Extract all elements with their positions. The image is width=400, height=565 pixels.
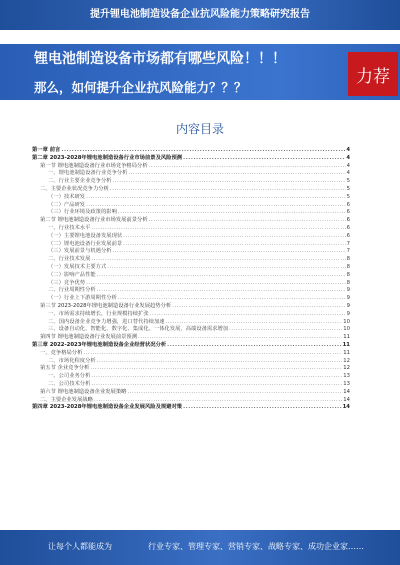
table-of-contents	[32, 147, 350, 412]
toc-entry-page: 14	[343, 388, 350, 395]
toc-entry[interactable]	[32, 326, 350, 334]
toc-leader-dots	[91, 256, 345, 264]
toc-entry[interactable]	[32, 217, 350, 225]
toc-leader-dots	[107, 264, 345, 272]
toc-entry-label: 第三章 2022-2023年锂电池制造设备企业经营状况分析	[32, 341, 167, 348]
toc-entry-page: 13	[343, 373, 350, 380]
toc-entry[interactable]	[32, 194, 350, 202]
toc-leader-dots	[83, 350, 342, 358]
toc-entry-page: 5	[346, 193, 350, 200]
report-header-bar	[0, 0, 400, 30]
toc-entry-label: 二、行业周期性分析	[48, 287, 96, 294]
toc-entry-label: （二）产品研发	[48, 201, 86, 208]
toc-entry-label: （一）发展技术主要方式	[48, 263, 107, 270]
footer-bar	[0, 530, 400, 565]
toc-entry-page: 10	[343, 326, 350, 333]
toc-entry-page: 9	[346, 287, 350, 294]
toc-entry[interactable]	[32, 248, 350, 256]
toc-leader-dots	[91, 373, 342, 381]
toc-leader-dots	[113, 178, 346, 186]
toc-leader-dots	[172, 303, 345, 311]
toc-leader-dots	[123, 233, 345, 241]
toc-leader-dots	[86, 280, 346, 288]
toc-leader-dots	[113, 248, 346, 256]
toc-entry[interactable]	[32, 209, 350, 217]
toc-entry[interactable]	[32, 272, 350, 280]
recommend-stamp	[348, 52, 398, 96]
toc-entry-page: 8	[346, 263, 350, 270]
toc-entry-page: 9	[346, 295, 350, 302]
toc-entry[interactable]	[32, 233, 350, 241]
toc-leader-dots	[91, 225, 345, 233]
toc-entry-label: 一、锂电池制造设备行业竞争分析	[48, 170, 128, 177]
banner-headline: 锂电池制造设备市场都有哪些风险！！！	[34, 51, 286, 67]
toc-entry-page: 11	[343, 334, 350, 341]
toc-leader-dots	[123, 241, 345, 249]
toc-entry-label: 第六节 锂电池制造设备企业发展策略	[40, 388, 127, 395]
toc-leader-dots	[97, 287, 346, 295]
toc-entry-page: 10	[343, 318, 350, 325]
toc-leader-dots	[183, 404, 342, 412]
toc-entry[interactable]	[32, 404, 350, 412]
toc-entry-label: （三）行业环境及政策的影响	[48, 209, 117, 216]
toc-entry-label: 第二章 2023-2028年锂电池制造设备行业市场前景及风险预测	[32, 154, 183, 161]
toc-leader-dots	[150, 311, 346, 319]
toc-entry-page: 6	[346, 209, 350, 216]
toc-entry-label: （二）影响产品性能	[48, 271, 96, 278]
toc-entry-page: 12	[343, 365, 350, 372]
toc-title: 内容目录	[175, 122, 224, 136]
toc-leader-dots	[97, 272, 346, 280]
toc-leader-dots	[167, 342, 341, 350]
toc-entry[interactable]	[32, 178, 350, 186]
toc-entry-label: 第一章 前言	[32, 147, 61, 153]
toc-leader-dots	[149, 217, 346, 225]
toc-entry-page: 8	[346, 279, 350, 286]
toc-entry[interactable]	[32, 365, 350, 373]
toc-entry-page: 9	[346, 302, 350, 309]
report-header-title: 提升锂电池制造设备企业抗风险能力策略研究报告	[90, 9, 310, 20]
toc-entry-page: 12	[343, 357, 350, 364]
toc-entry[interactable]	[32, 342, 350, 350]
toc-entry-label: 二、行业技术发展	[48, 256, 91, 263]
toc-entry-label: 第五节 企业竞争分析	[40, 365, 90, 372]
toc-entry-page: 6	[346, 232, 350, 239]
toc-leader-dots	[229, 326, 342, 334]
toc-entry-page: 4	[346, 147, 350, 153]
toc-leader-dots	[183, 155, 345, 163]
toc-entry-page: 4	[346, 154, 350, 161]
toc-entry-page: 13	[343, 380, 350, 387]
toc-leader-dots	[90, 365, 342, 373]
toc-entry[interactable]	[32, 373, 350, 381]
toc-entry-page: 11	[342, 341, 350, 348]
toc-leader-dots	[97, 358, 343, 366]
toc-entry-page: 9	[346, 310, 350, 317]
stamp-text: 力荐	[356, 66, 390, 87]
toc-entry-page: 7	[346, 248, 350, 255]
toc-entry-label: （一）主要锂电池设备发展现状	[48, 232, 123, 239]
toc-entry-page: 7	[346, 240, 350, 247]
toc-entry-label: 第四章 2023-2028年锂电池制造设备企业发展风险及规避对策	[32, 404, 183, 411]
toc-entry-page: 5	[346, 185, 350, 192]
toc-entry[interactable]	[32, 147, 350, 155]
toc-entry-page: 4	[346, 162, 350, 169]
toc-leader-dots	[110, 186, 346, 194]
banner-subheadline: 那么，如何提升企业抗风险能力？？？	[34, 80, 247, 95]
toc-entry[interactable]	[32, 381, 350, 389]
toc-entry[interactable]	[32, 389, 350, 397]
toc-leader-dots	[118, 295, 346, 303]
toc-entry-label: （一）行业上下游周期性分析	[48, 295, 117, 302]
toc-entry-label: 第四节 锂电池制造设备行业发展前景预测	[40, 334, 138, 341]
toc-entry-label: 一、公司业务分析	[48, 373, 91, 380]
toc-entry-label: 一、行业技术水平	[48, 224, 91, 231]
toc-entry[interactable]	[32, 311, 350, 319]
toc-leader-dots	[128, 170, 345, 178]
toc-entry[interactable]	[32, 287, 350, 295]
toc-entry[interactable]	[32, 334, 350, 342]
toc-entry[interactable]	[32, 225, 350, 233]
toc-entry-page: 6	[346, 217, 350, 224]
toc-entry[interactable]	[32, 186, 350, 194]
toc-entry-label: 第二节 锂电池制造设备行业市场发展前景分析	[40, 217, 148, 224]
toc-entry-page: 14	[342, 404, 350, 411]
footer-left-text: 让每个人都能成为	[48, 542, 112, 551]
toc-entry[interactable]	[32, 155, 350, 163]
toc-entry-label: 二、公司技术分析	[48, 380, 91, 387]
toc-entry[interactable]	[32, 256, 350, 264]
toc-entry-page: 8	[346, 256, 350, 263]
toc-entry-label: （一）技术研发	[48, 193, 86, 200]
toc-entry-page: 6	[346, 201, 350, 208]
toc-entry-label: 三、设备自动化、智能化、数字化、集成化、一体化发展，高端设备需求增加	[48, 326, 229, 333]
toc-entry-label: 第三节 2023-2028年锂电池制造设备行业发展趋势分析	[40, 302, 172, 309]
toc-entry-label: 二、主要企业状况竞争力分析	[40, 185, 109, 192]
toc-entry[interactable]	[32, 295, 350, 303]
toc-entry-label: 二、市场化程度分析	[48, 357, 96, 364]
toc-leader-dots	[86, 194, 346, 202]
toc-leader-dots	[138, 334, 342, 342]
toc-entry-label: （三）发展前景与机遇分析	[48, 248, 112, 255]
toc-entry-page: 4	[346, 170, 350, 177]
toc-entry-label: （二）锂电池设备行业发展前景	[48, 240, 123, 247]
toc-entry-page: 14	[343, 396, 350, 403]
toc-leader-dots	[91, 381, 342, 389]
toc-entry-label: 一、竞争格局分析	[40, 349, 83, 356]
toc-leader-dots	[127, 389, 342, 397]
toc-entry[interactable]	[32, 350, 350, 358]
toc-entry-label: 一、市场需求持续增长，行业规模持续扩张	[48, 310, 149, 317]
toc-entry-page: 6	[346, 224, 350, 231]
toc-entry[interactable]	[32, 264, 350, 272]
toc-entry-label: 二、主要企业发展战略	[40, 396, 93, 403]
toc-entry-label: 第一节 锂电池制造设备行业市场竞争格局分析	[40, 162, 148, 169]
toc-entry-page: 8	[346, 271, 350, 278]
toc-entry-page: 11	[343, 349, 350, 356]
toc-entry-label: 二、国内设备企业竞争力增强，进口替代持续加速	[48, 318, 165, 325]
toc-leader-dots	[61, 147, 345, 155]
toc-entry-label: （三）竞争优势	[48, 279, 86, 286]
footer-right-text: 行业专家、管理专家、营销专家、战略专家、成功企业家……	[148, 542, 364, 551]
toc-leader-dots	[149, 163, 346, 171]
toc-entry-label: 二、行业主要企业竞争分析	[48, 178, 112, 185]
toc-leader-dots	[86, 202, 346, 210]
toc-leader-dots	[118, 209, 346, 217]
toc-entry-page: 5	[346, 178, 350, 185]
toc-entry[interactable]	[32, 303, 350, 311]
